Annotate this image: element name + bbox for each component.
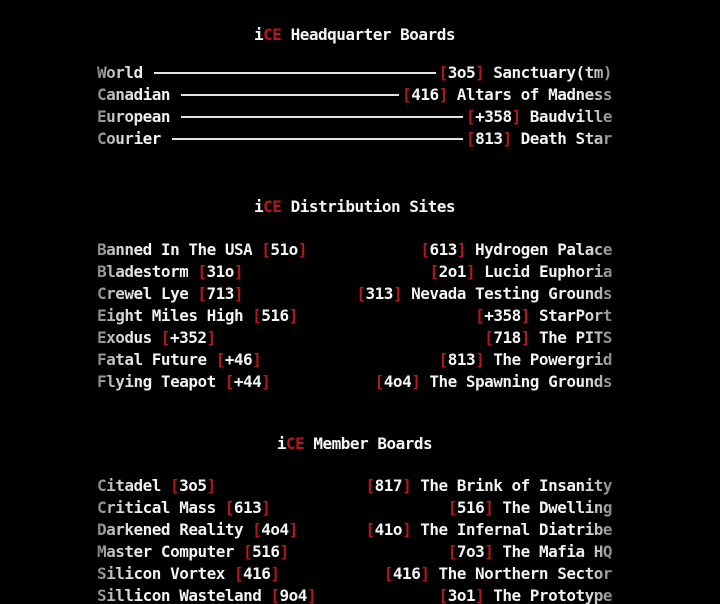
board-entry: [439, 349, 612, 371]
board-number: [402, 84, 448, 106]
hq-row: [97, 128, 612, 150]
hq-label: European: [97, 107, 171, 126]
board-number-value: +358: [475, 107, 512, 126]
hq-label: Courier: [97, 129, 161, 148]
bracket-open: [: [438, 63, 448, 82]
board-number-value: 41o: [374, 520, 403, 539]
board-number: [439, 349, 485, 371]
board-entry: [97, 239, 307, 261]
bracket-close: ]: [411, 372, 421, 391]
bracket-close: ]: [438, 85, 448, 104]
member-row: [97, 541, 612, 563]
board-number-value: 51o: [270, 240, 298, 259]
board-entry: [97, 283, 243, 305]
bracket-close: ]: [520, 306, 530, 325]
section-header-members: [97, 433, 612, 455]
bracket-close: ]: [484, 542, 494, 561]
board-entry: [375, 371, 612, 393]
board-number: [366, 475, 412, 497]
connector-line: [181, 94, 399, 96]
board-number-value: 4o4: [383, 372, 412, 391]
bracket-open: [: [465, 107, 476, 126]
board-number: [429, 261, 475, 283]
board-entry: [97, 563, 280, 585]
board-name: The Brink of Insanity: [420, 476, 612, 495]
board-number: [366, 519, 412, 541]
board-name: The Prototype: [493, 585, 612, 604]
board-number: [225, 371, 271, 393]
bracket-open: [: [215, 350, 225, 369]
bracket-close: ]: [402, 476, 412, 495]
board-number: [466, 128, 512, 150]
bracket-open: [: [420, 240, 430, 259]
dist-row: [97, 371, 612, 393]
board-number-value: 3o5: [447, 63, 476, 82]
bracket-close: ]: [206, 476, 216, 495]
board-number-value: 613: [429, 240, 457, 259]
bracket-open: [: [197, 284, 207, 303]
board-entry: [97, 305, 298, 327]
board-number: [252, 305, 298, 327]
hq-label: World: [97, 63, 143, 82]
bracket-close: ]: [475, 350, 485, 369]
board-number-value: 9o4: [279, 586, 307, 604]
board-number: [234, 563, 280, 585]
headquarter-board-list: [97, 62, 612, 150]
board-number-value: 613: [233, 498, 262, 517]
bracket-close: ]: [233, 262, 244, 281]
header-accent: CE: [263, 25, 282, 44]
bracket-close: ]: [261, 498, 271, 517]
member-row: [97, 585, 612, 604]
board-name: Nevada Testing Grounds: [411, 284, 612, 303]
board-name: Sillicon Wasteland: [97, 585, 261, 604]
board-number: [197, 261, 243, 283]
bracket-open: [: [438, 586, 448, 604]
dist-row: [97, 239, 612, 261]
board-name: Death Star: [520, 129, 612, 148]
bracket-open: [: [224, 498, 234, 517]
board-number-value: 813: [447, 350, 476, 369]
bracket-open: [: [224, 372, 234, 391]
board-name: Lucid Euphoria: [484, 262, 612, 281]
header-label: Distribution Sites: [281, 197, 455, 216]
distribution-site-list: [97, 239, 612, 393]
hq-row: [97, 106, 612, 128]
bracket-open: [: [160, 328, 170, 347]
bracket-close: ]: [420, 564, 430, 583]
hq-row: [97, 84, 612, 106]
board-name: The Infernal Diatribe: [420, 520, 612, 539]
bracket-open: [: [365, 520, 375, 539]
board-number-value: 813: [475, 129, 503, 148]
header-label: Member Boards: [304, 434, 433, 453]
board-number-value: 7o3: [456, 542, 485, 561]
connector-line: [154, 72, 436, 74]
board-name: The Powergrid: [493, 350, 612, 369]
board-entry: [356, 283, 612, 305]
bracket-open: [: [438, 350, 448, 369]
board-name: Altars of Madness: [456, 85, 612, 104]
board-name: Exodus: [97, 328, 152, 347]
bracket-close: ]: [279, 542, 289, 561]
board-number: [475, 305, 530, 327]
bracket-open: [: [447, 498, 457, 517]
board-number: [261, 239, 307, 261]
board-entry: [429, 261, 612, 283]
board-number: [197, 283, 243, 305]
board-number: [161, 327, 216, 349]
bracket-open: [: [365, 476, 375, 495]
board-name: Hydrogen Palace: [475, 240, 612, 259]
board-number: [225, 497, 271, 519]
bracket-close: ]: [306, 586, 317, 604]
board-entry: [97, 585, 316, 604]
board-number-value: 516: [456, 498, 485, 517]
bracket-close: ]: [297, 240, 307, 259]
hq-row: [97, 62, 612, 84]
board-number: [270, 585, 316, 604]
board-entry: [448, 541, 612, 563]
bracket-open: [: [383, 564, 393, 583]
bracket-open: [: [197, 262, 207, 281]
board-number-value: 416: [243, 564, 271, 583]
connector-line: [181, 116, 463, 118]
board-entry: [97, 497, 270, 519]
header-prefix: i: [254, 197, 264, 216]
board-number: [439, 62, 485, 84]
board-number-value: +44: [233, 372, 262, 391]
member-row: [97, 519, 612, 541]
board-number-value: 416: [411, 85, 439, 104]
member-row: [97, 497, 612, 519]
bracket-close: ]: [466, 262, 476, 281]
hq-label: Canadian: [97, 85, 171, 104]
member-board-list: [97, 475, 612, 604]
bracket-open: [: [252, 520, 262, 539]
board-number: [170, 475, 216, 497]
bracket-close: ]: [270, 564, 280, 583]
board-number-value: 31o: [206, 262, 234, 281]
bracket-close: ]: [252, 350, 262, 369]
header-prefix: i: [276, 434, 286, 453]
bracket-open: [: [402, 85, 412, 104]
bracket-close: ]: [511, 107, 521, 126]
board-number: [375, 371, 421, 393]
board-name: Master Computer: [97, 542, 234, 561]
header-accent: CE: [286, 434, 305, 453]
dist-row: [97, 305, 612, 327]
bracket-open: [: [243, 542, 253, 561]
board-entry: [366, 519, 612, 541]
bracket-open: [: [475, 306, 485, 325]
bracket-open: [: [169, 476, 180, 495]
bracket-open: [: [484, 328, 494, 347]
board-name: The Spawning Grounds: [429, 372, 612, 391]
bracket-open: [: [447, 542, 457, 561]
board-name: Flying Teapot: [97, 372, 216, 391]
board-name: Eight Miles High: [97, 306, 244, 325]
board-name: Citadel: [97, 476, 161, 495]
board-name: Crewel Lye: [97, 284, 189, 303]
header-accent: CE: [263, 197, 282, 216]
bracket-open: [: [374, 372, 384, 391]
board-entry: [97, 349, 261, 371]
board-number-value: 713: [206, 284, 234, 303]
dist-row: [97, 327, 612, 349]
header-prefix: i: [254, 25, 264, 44]
board-name: The Northern Sector: [438, 564, 612, 583]
bracket-close: ]: [520, 328, 530, 347]
board-entry: [448, 497, 612, 519]
bracket-close: ]: [288, 306, 298, 325]
board-name: Bladestorm: [97, 262, 189, 281]
connector-line: [172, 138, 463, 140]
board-entry: [97, 475, 216, 497]
bracket-open: [: [233, 564, 243, 583]
board-entry: [97, 261, 243, 283]
board-name: The Dwelling: [502, 498, 612, 517]
board-number-value: 718: [493, 328, 521, 347]
bracket-close: ]: [288, 520, 298, 539]
section-header-distribution: [97, 196, 612, 218]
board-number-value: +358: [484, 306, 521, 325]
board-number: [384, 563, 430, 585]
bracket-open: [: [270, 586, 280, 604]
board-number: [252, 519, 298, 541]
bracket-open: [: [465, 129, 476, 148]
board-number-value: 817: [374, 476, 403, 495]
board-entry: [420, 239, 612, 261]
board-entry: [366, 475, 612, 497]
board-name: Darkened Reality: [97, 520, 244, 539]
board-number-value: 3o1: [447, 586, 476, 604]
board-name: Baudville: [529, 107, 612, 126]
board-entry: [97, 519, 298, 541]
bracket-open: [: [356, 284, 366, 303]
board-number-value: 2o1: [438, 262, 466, 281]
board-entry: [384, 563, 612, 585]
bracket-close: ]: [475, 63, 485, 82]
board-number-value: 516: [252, 542, 280, 561]
board-number-value: +46: [224, 350, 253, 369]
board-number-value: 313: [365, 284, 393, 303]
bracket-close: ]: [206, 328, 216, 347]
section-header-headquarters: [97, 24, 612, 46]
bracket-close: ]: [475, 586, 485, 604]
bracket-close: ]: [392, 284, 403, 303]
board-name: Critical Mass: [97, 498, 216, 517]
board-name: Fatal Future: [97, 350, 207, 369]
board-number: [448, 541, 494, 563]
board-number-value: +352: [169, 328, 207, 347]
member-row: [97, 563, 612, 585]
board-number: [466, 106, 521, 128]
board-number: [439, 585, 485, 604]
dist-row: [97, 283, 612, 305]
bracket-close: ]: [402, 520, 412, 539]
bracket-close: ]: [484, 498, 494, 517]
board-name: The PITS: [538, 328, 612, 347]
board-name: StarPort: [538, 306, 612, 325]
board-name: Banned In The USA: [97, 240, 253, 259]
board-number: [420, 239, 466, 261]
board-number: [448, 497, 494, 519]
board-number: [356, 283, 402, 305]
board-name: The Mafia HQ: [502, 542, 612, 561]
board-entry: [484, 327, 612, 349]
header-label: Headquarter Boards: [281, 25, 455, 44]
board-number-value: 3o5: [179, 476, 207, 495]
board-name: Silicon Vortex: [97, 564, 225, 583]
dist-row: [97, 261, 612, 283]
bracket-open: [: [429, 262, 439, 281]
board-entry: [475, 305, 612, 327]
bracket-close: ]: [233, 284, 244, 303]
board-entry: [97, 371, 270, 393]
board-entry: [97, 327, 216, 349]
board-number-value: 516: [261, 306, 289, 325]
bracket-close: ]: [261, 372, 271, 391]
board-number-value: 4o4: [261, 520, 289, 539]
bracket-close: ]: [456, 240, 466, 259]
bracket-open: [: [261, 240, 271, 259]
board-name: Sanctuary(tm): [493, 63, 612, 82]
bracket-close: ]: [502, 129, 512, 148]
board-number: [216, 349, 262, 371]
dist-row: [97, 349, 612, 371]
board-number-value: 416: [392, 564, 421, 583]
board-number: [243, 541, 289, 563]
board-entry: [439, 585, 612, 604]
board-number: [484, 327, 530, 349]
member-row: [97, 475, 612, 497]
bracket-open: [: [252, 306, 262, 325]
board-entry: [97, 541, 289, 563]
